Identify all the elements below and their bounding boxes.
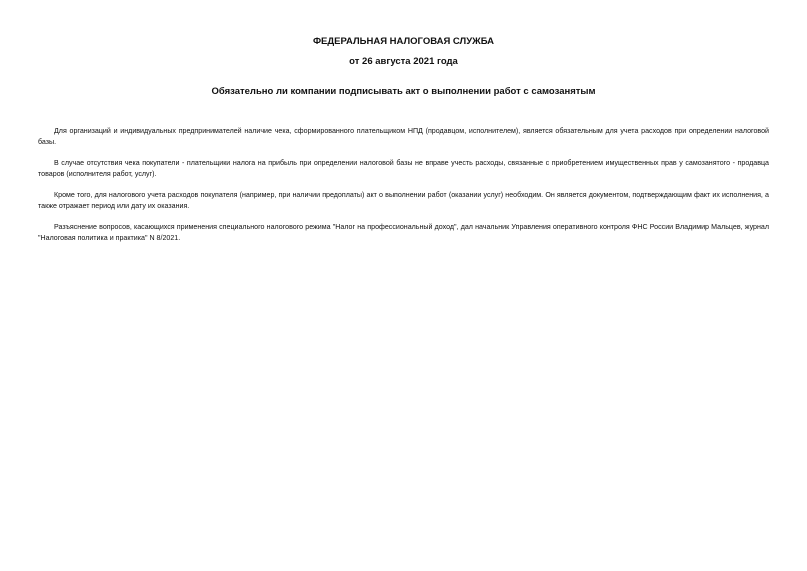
paragraph-1: Для организаций и индивидуальных предпринимателей наличие чека, сформированного плательщиком НПД (продавцом, исполнителем), является обязательным для учета расходов при определении налоговой базы.: [38, 127, 769, 146]
paragraph-2: В случае отсутствия чека покупатели - плательщики налога на прибыль при определении налоговой базы не вправе учесть расходы, связанные с приобретением имущественных прав у самозанятого - продавца товаров (исполнителя работ, услуг).: [38, 159, 769, 178]
paragraph-3: Кроме того, для налогового учета расходов покупателя (например, при наличии предоплаты) акт о выполнении работ (оказании услуг) необходим. Он является документом, подтверждающим факт их исполнения, а также отражает период или дату их оказания.: [38, 191, 769, 210]
paragraph-4: Разъяснение вопросов, касающихся применения специального налогового режима "Налог на профессиональный доход", дал начальник Управления оперативного контроля ФНС России Владимир Мальцев, журнал "Налоговая политика и практика" N 8/2021.: [38, 223, 769, 242]
document-title: Обязательно ли компании подписывать акт о выполнении работ с самозанятым: [211, 86, 596, 97]
document-date: от 26 августа 2021 года: [349, 56, 458, 67]
document-body: [38, 126, 769, 254]
organization-heading: ФЕДЕРАЛЬНАЯ НАЛОГОВАЯ СЛУЖБА: [312, 36, 495, 47]
